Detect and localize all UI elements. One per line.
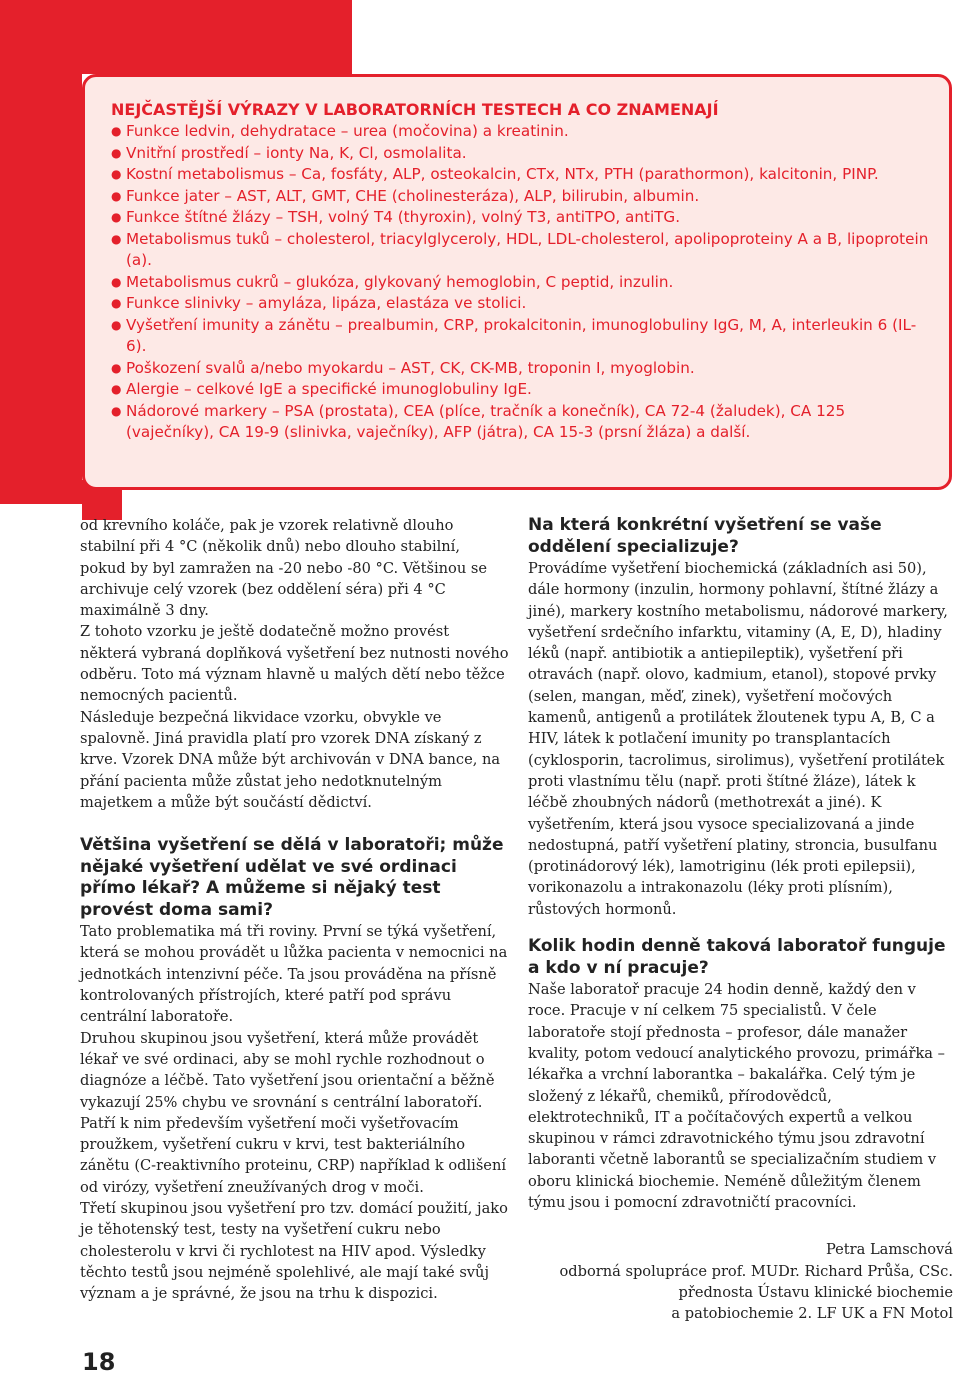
author-credit: přednosta Ústavu klinické biochemie bbox=[678, 1283, 953, 1301]
infobox-item: ● Vyšetření imunity a zánětu – prealbumin, CRP, prokalcitonin, imunoglobuliny IgG, M, A, interleukin 6 (IL-6). bbox=[111, 315, 929, 358]
left-column bbox=[80, 515, 510, 1305]
section-heading: Na která konkrétní vyšetření se vaše oddělení specializuje? bbox=[528, 515, 882, 557]
author-credit: a patobiochemie 2. LF UK a FN Motol bbox=[671, 1305, 953, 1323]
paragraph: od krevního koláče, pak je vzorek relativně dlouho stabilní při 4 °C (několik dnů) nebo dlouho stabilní, pokud by byl zamražen na -20 nebo -80 °C. Většinou se archivuje celý vzorek (bez oddělení séra) při 4 °C maximálně 3 dny. bbox=[80, 517, 487, 620]
red-decor-top bbox=[0, 0, 352, 74]
infobox-item: ● Poškození svalů a/nebo myokardu – AST, CK, CK-MB, troponin I, myoglobin. bbox=[111, 358, 929, 380]
section-heading: Většina vyšetření se dělá v laboratoři; může nějaké vyšetření udělat ve své ordinaci přímo lékař? A můžeme si nějaký test provést doma sami? bbox=[80, 835, 504, 920]
infobox-item: ● Funkce slinivky – amyláza, lipáza, elastáza ve stolici. bbox=[111, 293, 929, 315]
section-heading: Kolik hodin denně taková laboratoř funguje a kdo v ní pracuje? bbox=[528, 936, 946, 978]
paragraph: Naše laboratoř pracuje 24 hodin denně, každý den v roce. Pracuje v ní celkem 75 specialistů. V čele laboratoře stojí přednosta – profesor, dále manažer kvality, potom vedoucí analytického provozu, primářka – lékařka a vrchní laborantka – bakalářka. Celý tým je složený z lékařů, chemiků, přírodovědců, elektrotechniků, IT a počítačových expertů a velkou skupinou v rámci zdravotnického týmu jsou zdravotní laboranti včetně laborantů se specializačním studiem v oboru klinická biochemie. Neméně důležitým členem týmu jsou i pomocní zdravotničtí pracovníci. bbox=[528, 981, 945, 1212]
paragraph: Z tohoto vzorku je ještě dodatečně možno provést některá vybraná doplňková vyšetření bez nutnosti nového odběru. Toto má význam hlavně u malých dětí nebo těžce nemocných pacientů. bbox=[80, 623, 509, 705]
paragraph: Tato problematika má tři roviny. První se týká vyšetření, která se mohou provádět u lůžka pacienta v nemocnici na jednotkách intenzivní péče. Ta jsou prováděna na přísně kontrolovaných přístrojích, které patří pod správu centrální laboratoře. bbox=[80, 923, 508, 1026]
infobox-list bbox=[111, 121, 929, 444]
infobox-item: ● Nádorové markery – PSA (prostata), CEA (plíce, tračník a konečník), CA 72-4 (žaludek), CA 125 (vaječníky), CA 19-9 (slinivka, vaječníky), AFP (játra), CA 15-3 (prsní žláza) a další. bbox=[111, 401, 929, 444]
infobox-item: ● Metabolismus cukrů – glukóza, glykovaný hemoglobin, C peptid, inzulin. bbox=[111, 272, 929, 294]
infobox-item: ● Alergie – celkové IgE a specifické imunoglobuliny IgE. bbox=[111, 379, 929, 401]
right-column bbox=[528, 515, 953, 1325]
infobox-item: ● Kostní metabolismus – Ca, fosfáty, ALP, osteokalcin, CTx, NTx, PTH (parathormon), kalcitonin, PINP. bbox=[111, 164, 929, 186]
infobox-item: ● Vnitřní prostředí – ionty Na, K, Cl, osmolalita. bbox=[111, 143, 929, 165]
paragraph: Třetí skupinou jsou vyšetření pro tzv. domácí použití, jako je těhotenský test, testy na vyšetření cukru nebo cholesterolu v krvi či rychlotest na HIV apod. Výsledky těchto testů jsou nejméně spolehlivé, ale mají také svůj význam a je správné, že jsou na trhu k dispozici. bbox=[80, 1200, 508, 1303]
infobox-item: ● Metabolismus tuků – cholesterol, triacylglyceroly, HDL, LDL-cholesterol, apolipoproteiny A a B, lipoprotein (a). bbox=[111, 229, 929, 272]
author-signature bbox=[528, 1239, 953, 1324]
infobox-title: NEJČASTĚJŠÍ VÝRAZY V LABORATORNÍCH TESTECH A CO ZNAMENAJÍ bbox=[111, 100, 719, 119]
infobox-item: ● Funkce jater – AST, ALT, GMT, CHE (cholinesteráza), ALP, bilirubin, albumin. bbox=[111, 186, 929, 208]
lab-terms-infobox bbox=[82, 74, 952, 490]
paragraph: Provádíme vyšetření biochemická (základních asi 50), dále hormony (inzulin, hormony pohlavní, štítné žlázy a jiné), markery kostního metabolismu, nádorové markery, vyšetření srdečního infarktu, vitaminy (A, E, D), hladiny léků (např. antibiotik a antiepileptik), vyšetření při otravách (např. olovo, kadmium, etanol), stopové prvky (selen, mangan, měď, zinek), vyšetření močových kamenů, antigenů a protilátek žloutenek typu A, B, C a HIV, látek k potlačení imunity po transplantacích (cyklosporin, tacrolimus, sirolimus), vyšetření protilátek proti vlastnímu tělu (např. proti štítné žláze), látek k léčbě zhoubných nádorů (methotrexát a jiné). K vyšetřením, která jsou vysoce specializovaná a jinde nedostupná, patří vyšetření platiny, stroncia, busulfanu (protinádorový lék), lamotriginu (lék proti epilepsii), vorikonazolu a intrakonazolu (léky proti plísním), růstových hormonů. bbox=[528, 560, 948, 918]
infobox-item: ● Funkce štítné žlázy – TSH, volný T4 (thyroxin), volný T3, antiTPO, antiTG. bbox=[111, 207, 929, 229]
paragraph: Druhou skupinou jsou vyšetření, která může provádět lékař ve své ordinaci, aby se mohl rychle rozhodnout o diagnóze a léčbě. Tato vyšetření jsou orientační a běžně vykazují 25% chybu ve srovnání s centrální laboratoří. Patří k nim především vyšetření moči vyšetřovacím proužkem, vyšetření cukru v krvi, test bakteriálního zánětu (C-reaktivního proteinu, CRP) například k odlišení od virózy, vyšetření zneužívaných drog v moči. bbox=[80, 1029, 507, 1196]
red-decor-left-band bbox=[0, 74, 82, 504]
infobox-item: ● Funkce ledvin, dehydratace – urea (močovina) a kreatinin. bbox=[111, 121, 929, 143]
paragraph: Následuje bezpečná likvidace vzorku, obvykle ve spalovně. Jiná pravidla platí pro vzorek DNA získaný z krve. Vzorek DNA může být archivován v DNA bance, na přání pacienta může zůstat jeho nedotknutelným majetkem a může být součástí dědictví. bbox=[80, 708, 501, 811]
author-name: Petra Lamschová bbox=[825, 1241, 953, 1259]
page-number: 18 bbox=[82, 1348, 116, 1376]
author-credit: odborná spolupráce prof. MUDr. Richard Průša, CSc. bbox=[559, 1262, 953, 1280]
